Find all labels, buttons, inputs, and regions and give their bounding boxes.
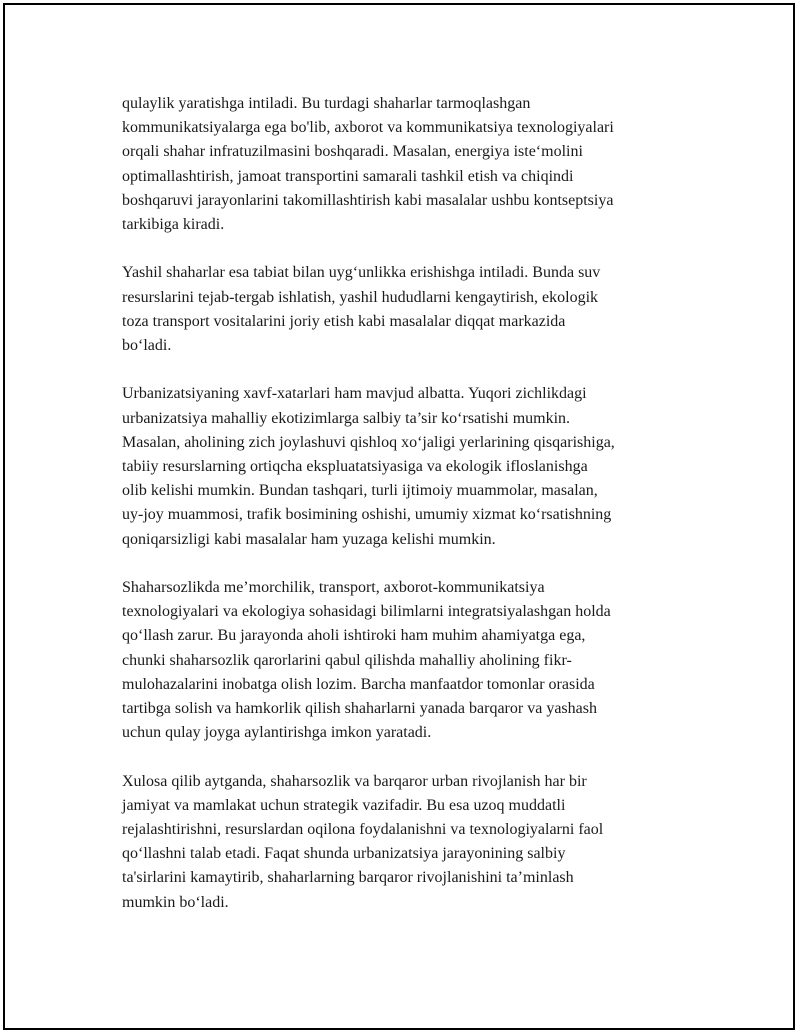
text-line: qoniqarsizligi kabi masalalar ham yuzaga kelishi mumkin. bbox=[122, 530, 496, 548]
text-line: Yashil shaharlar esa tabiat bilan uyg‘unlikka erishishga intiladi. Bunda suv bbox=[122, 264, 601, 282]
text-line: orqali shahar infratuzilmasini boshqaradi. Masalan, energiya iste‘molini bbox=[122, 143, 583, 161]
text-line: tarkibiga kiradi. bbox=[122, 216, 225, 234]
text-line: tartibga solish va hamkorlik qilish shaharlarni yanada barqaror va yashash bbox=[122, 700, 597, 718]
text-line: toza transport vositalarini joriy etish kabi masalalar diqqat markazida bbox=[122, 312, 566, 330]
text-line: optimallashtirish, jamoat transportini samarali tashkil etish va chiqindi bbox=[122, 167, 574, 185]
paragraph-1 bbox=[122, 92, 722, 237]
text-line: qo‘llashni talab etadi. Faqat shunda urbanizatsiya jarayonining salbiy bbox=[122, 845, 566, 863]
text-line: kommunikatsiyalarga ega bo'lib, axborot va kommunikatsiya texnologiyalari bbox=[122, 119, 614, 137]
text-line: olib kelishi mumkin. Bundan tashqari, turli ijtimoiy muammolar, masalan, bbox=[122, 482, 598, 500]
paragraph-4 bbox=[122, 576, 722, 745]
text-line: bo‘ladi. bbox=[122, 337, 172, 355]
text-line: ta'sirlarini kamaytirib, shaharlarning barqaror rivojlanishini ta’minlash bbox=[122, 869, 574, 887]
paragraph-2 bbox=[122, 261, 722, 358]
text-line: resurslarini tejab-tergab ishlatish, yashil hududlarni kengaytirish, ekologik bbox=[122, 288, 599, 306]
text-line: qulaylik yaratishga intiladi. Bu turdagi shaharlar tarmoqlashgan bbox=[122, 95, 531, 112]
text-line: Xulosa qilib aytganda, shaharsozlik va barqaror urban rivojlanish har bir bbox=[122, 772, 587, 790]
text-line: rejalashtirishni, resurslardan oqilona foydalanishni va texnologiyalarni faol bbox=[122, 821, 604, 839]
text-line: Shaharsozlikda me’morchilik, transport, axborot-kommunikatsiya bbox=[122, 579, 545, 597]
text-line: Urbanizatsiyaning xavf-xatarlari ham mavjud albatta. Yuqori zichlikdagi bbox=[122, 385, 587, 403]
text-line: boshqaruvi jarayonlarini takomillashtirish kabi masalalar ushbu kontseptsiya bbox=[122, 191, 614, 209]
text-line: chunki shaharsozlik qarorlarini qabul qilishda mahalliy aholining fikr- bbox=[122, 651, 572, 669]
text-line: tabiiy resurslarning ortiqcha ekspluatatsiyasiga va ekologik ifloslanishga bbox=[122, 458, 588, 476]
paragraph-3 bbox=[122, 382, 722, 551]
paragraph-5 bbox=[122, 770, 722, 915]
text-line: uchun qulay joyga aylantirishga imkon yaratadi. bbox=[122, 724, 432, 742]
document-body bbox=[122, 92, 722, 915]
text-line: texnologiyalari va ekologiya sohasidagi bilimlarni integratsiyalashgan holda bbox=[122, 603, 611, 621]
text-line: uy-joy muammosi, trafik bosimining oshishi, umumiy xizmat ko‘rsatishning bbox=[122, 506, 612, 524]
page-frame bbox=[3, 3, 795, 1030]
text-line: mumkin bo‘ladi. bbox=[122, 893, 229, 911]
text-line: qo‘llash zarur. Bu jarayonda aholi ishtiroki ham muhim ahamiyatga ega, bbox=[122, 627, 586, 645]
text-line: jamiyat va mamlakat uchun strategik vazifadir. Bu esa uzoq muddatli bbox=[122, 796, 566, 814]
text-line: mulohazalarini inobatga olish lozim. Barcha manfaatdor tomonlar orasida bbox=[122, 675, 595, 693]
text-line: Masalan, aholining zich joylashuvi qishloq xo‘jaligi yerlarining qisqarishiga, bbox=[122, 433, 615, 451]
text-line: urbanizatsiya mahalliy ekotizimlarga salbiy ta’sir ko‘rsatishi mumkin. bbox=[122, 409, 571, 427]
